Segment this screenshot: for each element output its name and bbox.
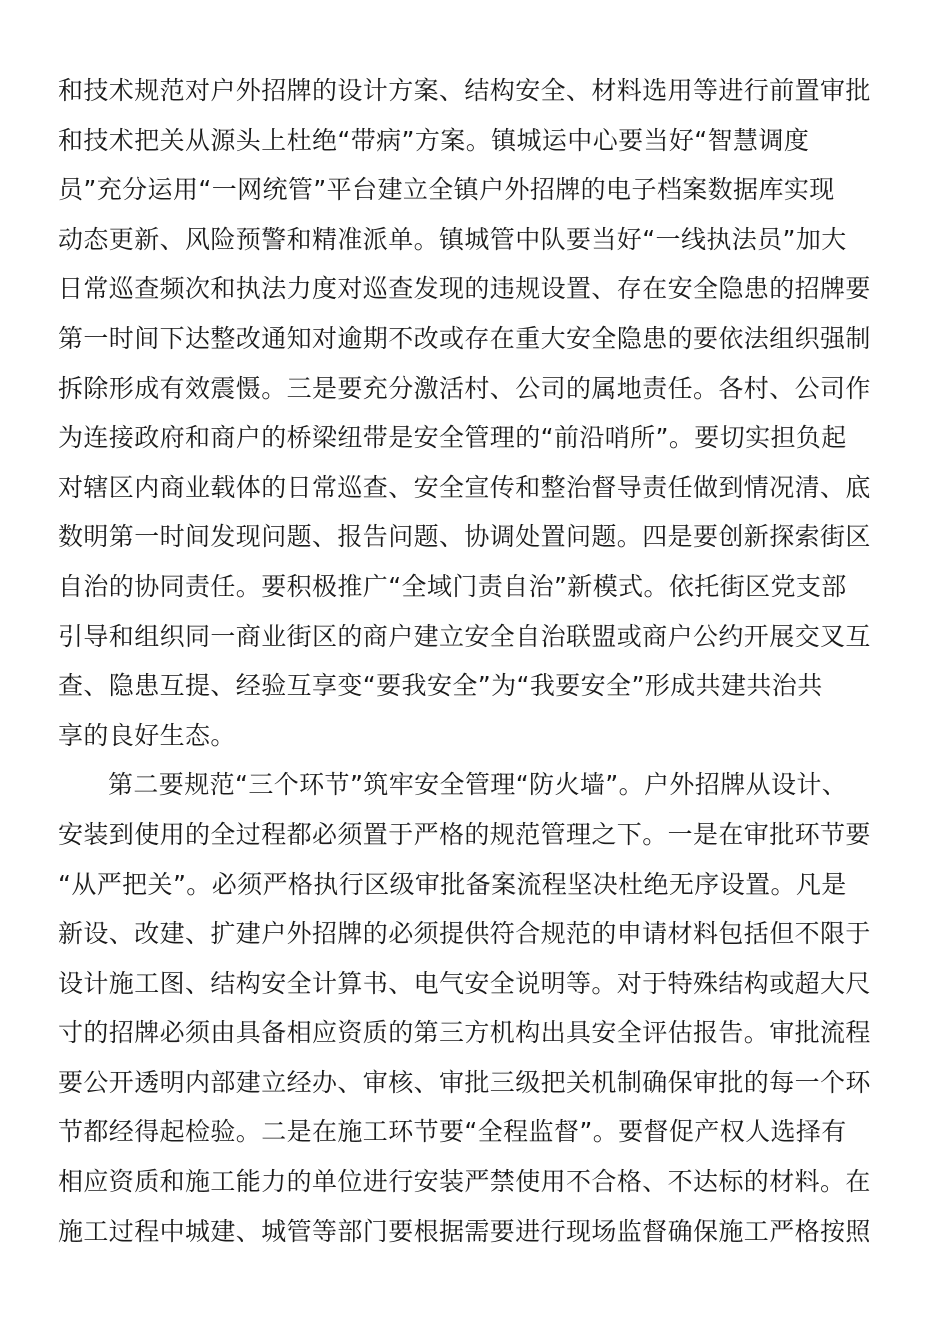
text-line: 和技术把关从源头上杜绝“带病”方案。镇城运中心要当好“智慧调度 (58, 125, 810, 155)
document-body (58, 66, 888, 1256)
text-line: 拆除形成有效震慑。三是要充分激活村、公司的属地责任。各村、公司作 (58, 373, 871, 403)
text-line: 动态更新、风险预警和精准派单。镇城管中队要当好“一线执法员”加大 (58, 224, 847, 254)
text-line: 第一时间下达整改通知对逾期不改或存在重大安全隐患的要依法组织强制 (58, 323, 871, 353)
text-line: 引导和组织同一商业街区的商户建立安全自治联盟或商户公约开展交叉互 (58, 621, 871, 651)
text-line: 要公开透明内部建立经办、审核、审批三级把关机制确保审批的每一个环 (58, 1067, 871, 1097)
text-line: 新设、改建、扩建户外招牌的必须提供符合规范的申请材料包括但不限于 (58, 919, 871, 949)
text-line: 数明第一时间发现问题、报告问题、协调处置问题。四是要创新探索街区 (58, 522, 871, 552)
text-line: 自治的协同责任。要积极推广“全域门责自治”新模式。依托街区党支部 (58, 571, 847, 601)
text-line: 设计施工图、结构安全计算书、电气安全说明等。对于特殊结构或超大尺 (58, 968, 871, 998)
text-line: 对辖区内商业载体的日常巡查、安全宣传和整治督导责任做到情况清、底 (58, 472, 871, 502)
text-line: 为连接政府和商户的桥梁纽带是安全管理的“前沿哨所”。要切实担负起 (58, 423, 847, 453)
text-line: 相应资质和施工能力的单位进行安装严禁使用不合格、不达标的材料。在 (58, 1167, 871, 1197)
text-line: 日常巡查频次和执法力度对巡查发现的违规设置、存在安全隐患的招牌要 (58, 274, 871, 304)
text-line: 施工过程中城建、城管等部门要根据需要进行现场监督确保施工严格按照 (58, 1216, 871, 1246)
text-line: 寸的招牌必须由具备相应资质的第三方机构出具安全评估报告。审批流程 (58, 1018, 871, 1048)
text-line: 员”充分运用“一网统管”平台建立全镇户外招牌的电子档案数据库实现 (58, 175, 835, 205)
text-line: 享的良好生态。 (58, 720, 236, 750)
text-line: 安装到使用的全过程都必须置于严格的规范管理之下。一是在审批环节要 (58, 819, 871, 849)
text-line: “从严把关”。必须严格执行区级审批备案流程坚决杜绝无序设置。凡是 (58, 869, 847, 899)
paragraph-start-line: 第二要规范“三个环节”筑牢安全管理“防火墙”。户外招牌从设计、 (108, 770, 848, 800)
text-line: 节都经得起检验。二是在施工环节要“全程监督”。要督促产权人选择有 (58, 1117, 847, 1147)
text-line: 和技术规范对户外招牌的设计方案、结构安全、材料选用等进行前置审批 (58, 76, 871, 105)
text-line: 查、隐患互提、经验互享变“要我安全”为“我要安全”形成共建共治共 (58, 671, 823, 701)
